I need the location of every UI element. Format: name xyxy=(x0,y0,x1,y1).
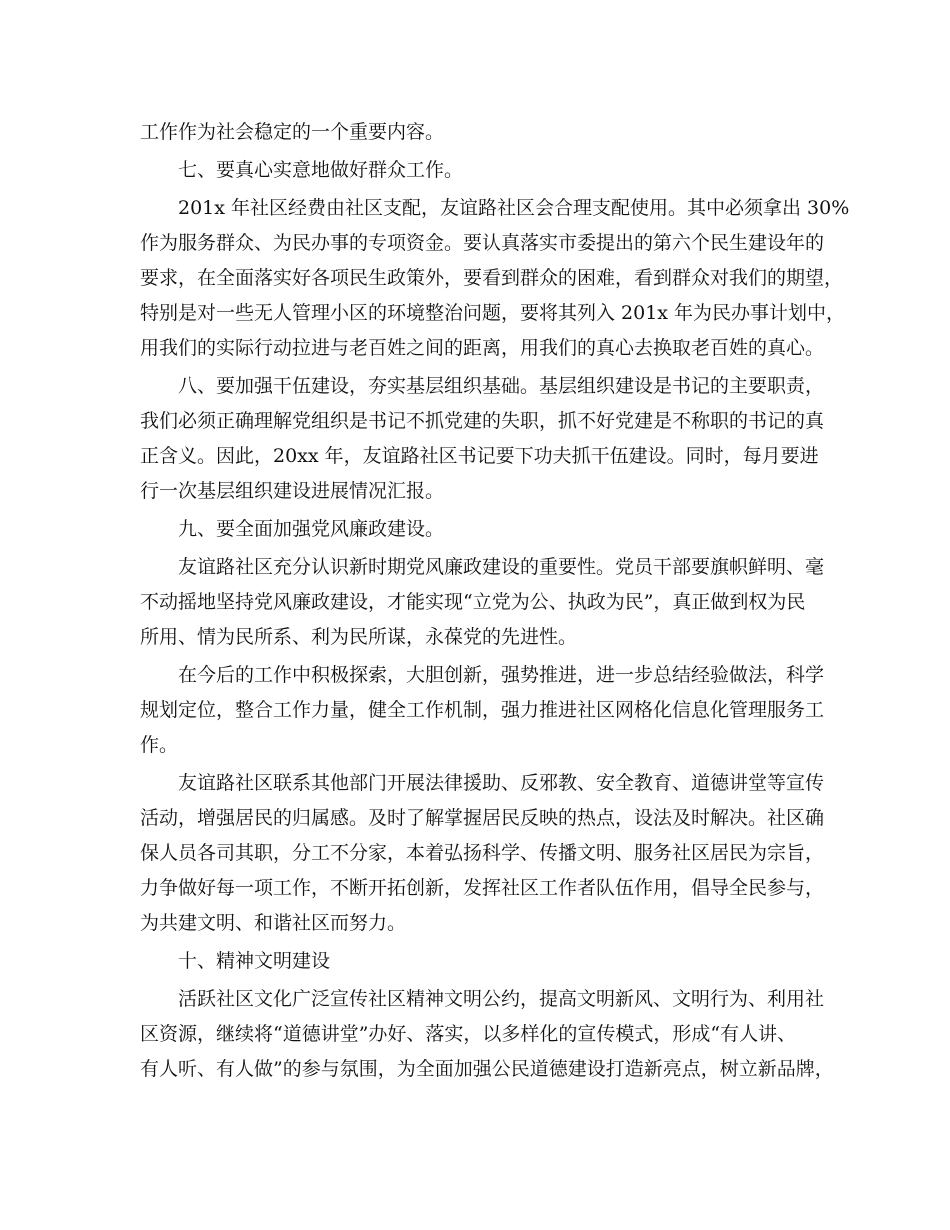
paragraph-line: 有人听、有人做”的参与氛围，为全面加强公民道德建设打造新亮点，树立新品牌， xyxy=(140,1058,834,1080)
paragraph-line: 在今后的工作中积极探索，大胆创新，强势推进，进一步总结经验做法，科学 xyxy=(178,664,825,686)
paragraph-line: 活动，增强居民的归属感。及时了解掌握居民反映的热点，设法及时解决。社区确 xyxy=(140,807,825,829)
paragraph-line: 要求，在全面落实好各项民生政策外，要看到群众的困难，看到群众对我们的期望， xyxy=(140,267,844,289)
paragraph-line: 用我们的实际行动拉进与老百姓之间的距离，用我们的真心去换取老百姓的真心。 xyxy=(140,337,825,359)
paragraph-line: 力争做好每一项工作，不断开拓创新，发挥社区工作者队伍作用，倡导全民参与， xyxy=(140,877,825,899)
paragraph-line: 作。 xyxy=(140,734,179,756)
section-heading: 十、精神文明建设 xyxy=(178,950,331,972)
paragraph-line: 友谊路社区充分认识新时期党风廉政建设的重要性。党员干部要旗帜鲜明、毫 xyxy=(178,556,825,578)
paragraph-line: 八、要加强干伍建设，夯实基层组织基础。基层组织建设是书记的主要职责， xyxy=(178,375,825,397)
paragraph-line: 区资源，继续将“道德讲堂”办好、落实，以多样化的宣传模式，形成“有人讲、 xyxy=(140,1023,797,1045)
paragraph-line: 正含义。因此，20xx 年，友谊路社区书记要下功夫抓干伍建设。同时，每月要进 xyxy=(140,445,819,467)
section-heading: 七、要真心实意地做好群众工作。 xyxy=(178,159,464,181)
paragraph-line: 为共建文明、和谐社区而努力。 xyxy=(140,912,407,934)
paragraph-line: 规划定位，整合工作力量，健全工作机制，强力推进社区网格化信息化管理服务工 xyxy=(140,699,825,721)
paragraph-line: 不动摇地坚持党风廉政建设，才能实现“立党为公、执政为民”，真正做到权为民 xyxy=(140,591,806,613)
paragraph-line: 特别是对一些无人管理小区的环境整治问题，要将其列入 201x 年为民办事计划中， xyxy=(140,302,846,324)
paragraph-line: 活跃社区文化广泛宣传社区精神文明公约，提高文明新风、文明行为、利用社 xyxy=(178,988,825,1010)
paragraph-line: 工作作为社会稳定的一个重要内容。 xyxy=(140,121,445,143)
paragraph-line: 友谊路社区联系其他部门开展法律援助、反邪教、安全教育、道德讲堂等宣传 xyxy=(178,772,825,794)
section-heading: 九、要全面加强党风廉政建设。 xyxy=(178,518,445,540)
paragraph-line: 我们必须正确理解党组织是书记不抓党建的失职，抓不好党建是不称职的书记的真 xyxy=(140,410,825,432)
paragraph-line: 保人员各司其职，分工不分家，本着弘扬科学、传播文明、服务社区居民为宗旨， xyxy=(140,842,825,864)
paragraph-line: 所用、情为民所系、利为民所谋，永葆党的先进性。 xyxy=(140,626,578,648)
paragraph-line: 行一次基层组织建设进展情况汇报。 xyxy=(140,480,445,502)
paragraph-line: 201x 年社区经费由社区支配，友谊路社区会合理支配使用。其中必须拿出 30% xyxy=(178,197,850,219)
paragraph-line: 作为服务群众、为民办事的专项资金。要认真落实市委提出的第六个民生建设年的 xyxy=(140,232,825,254)
